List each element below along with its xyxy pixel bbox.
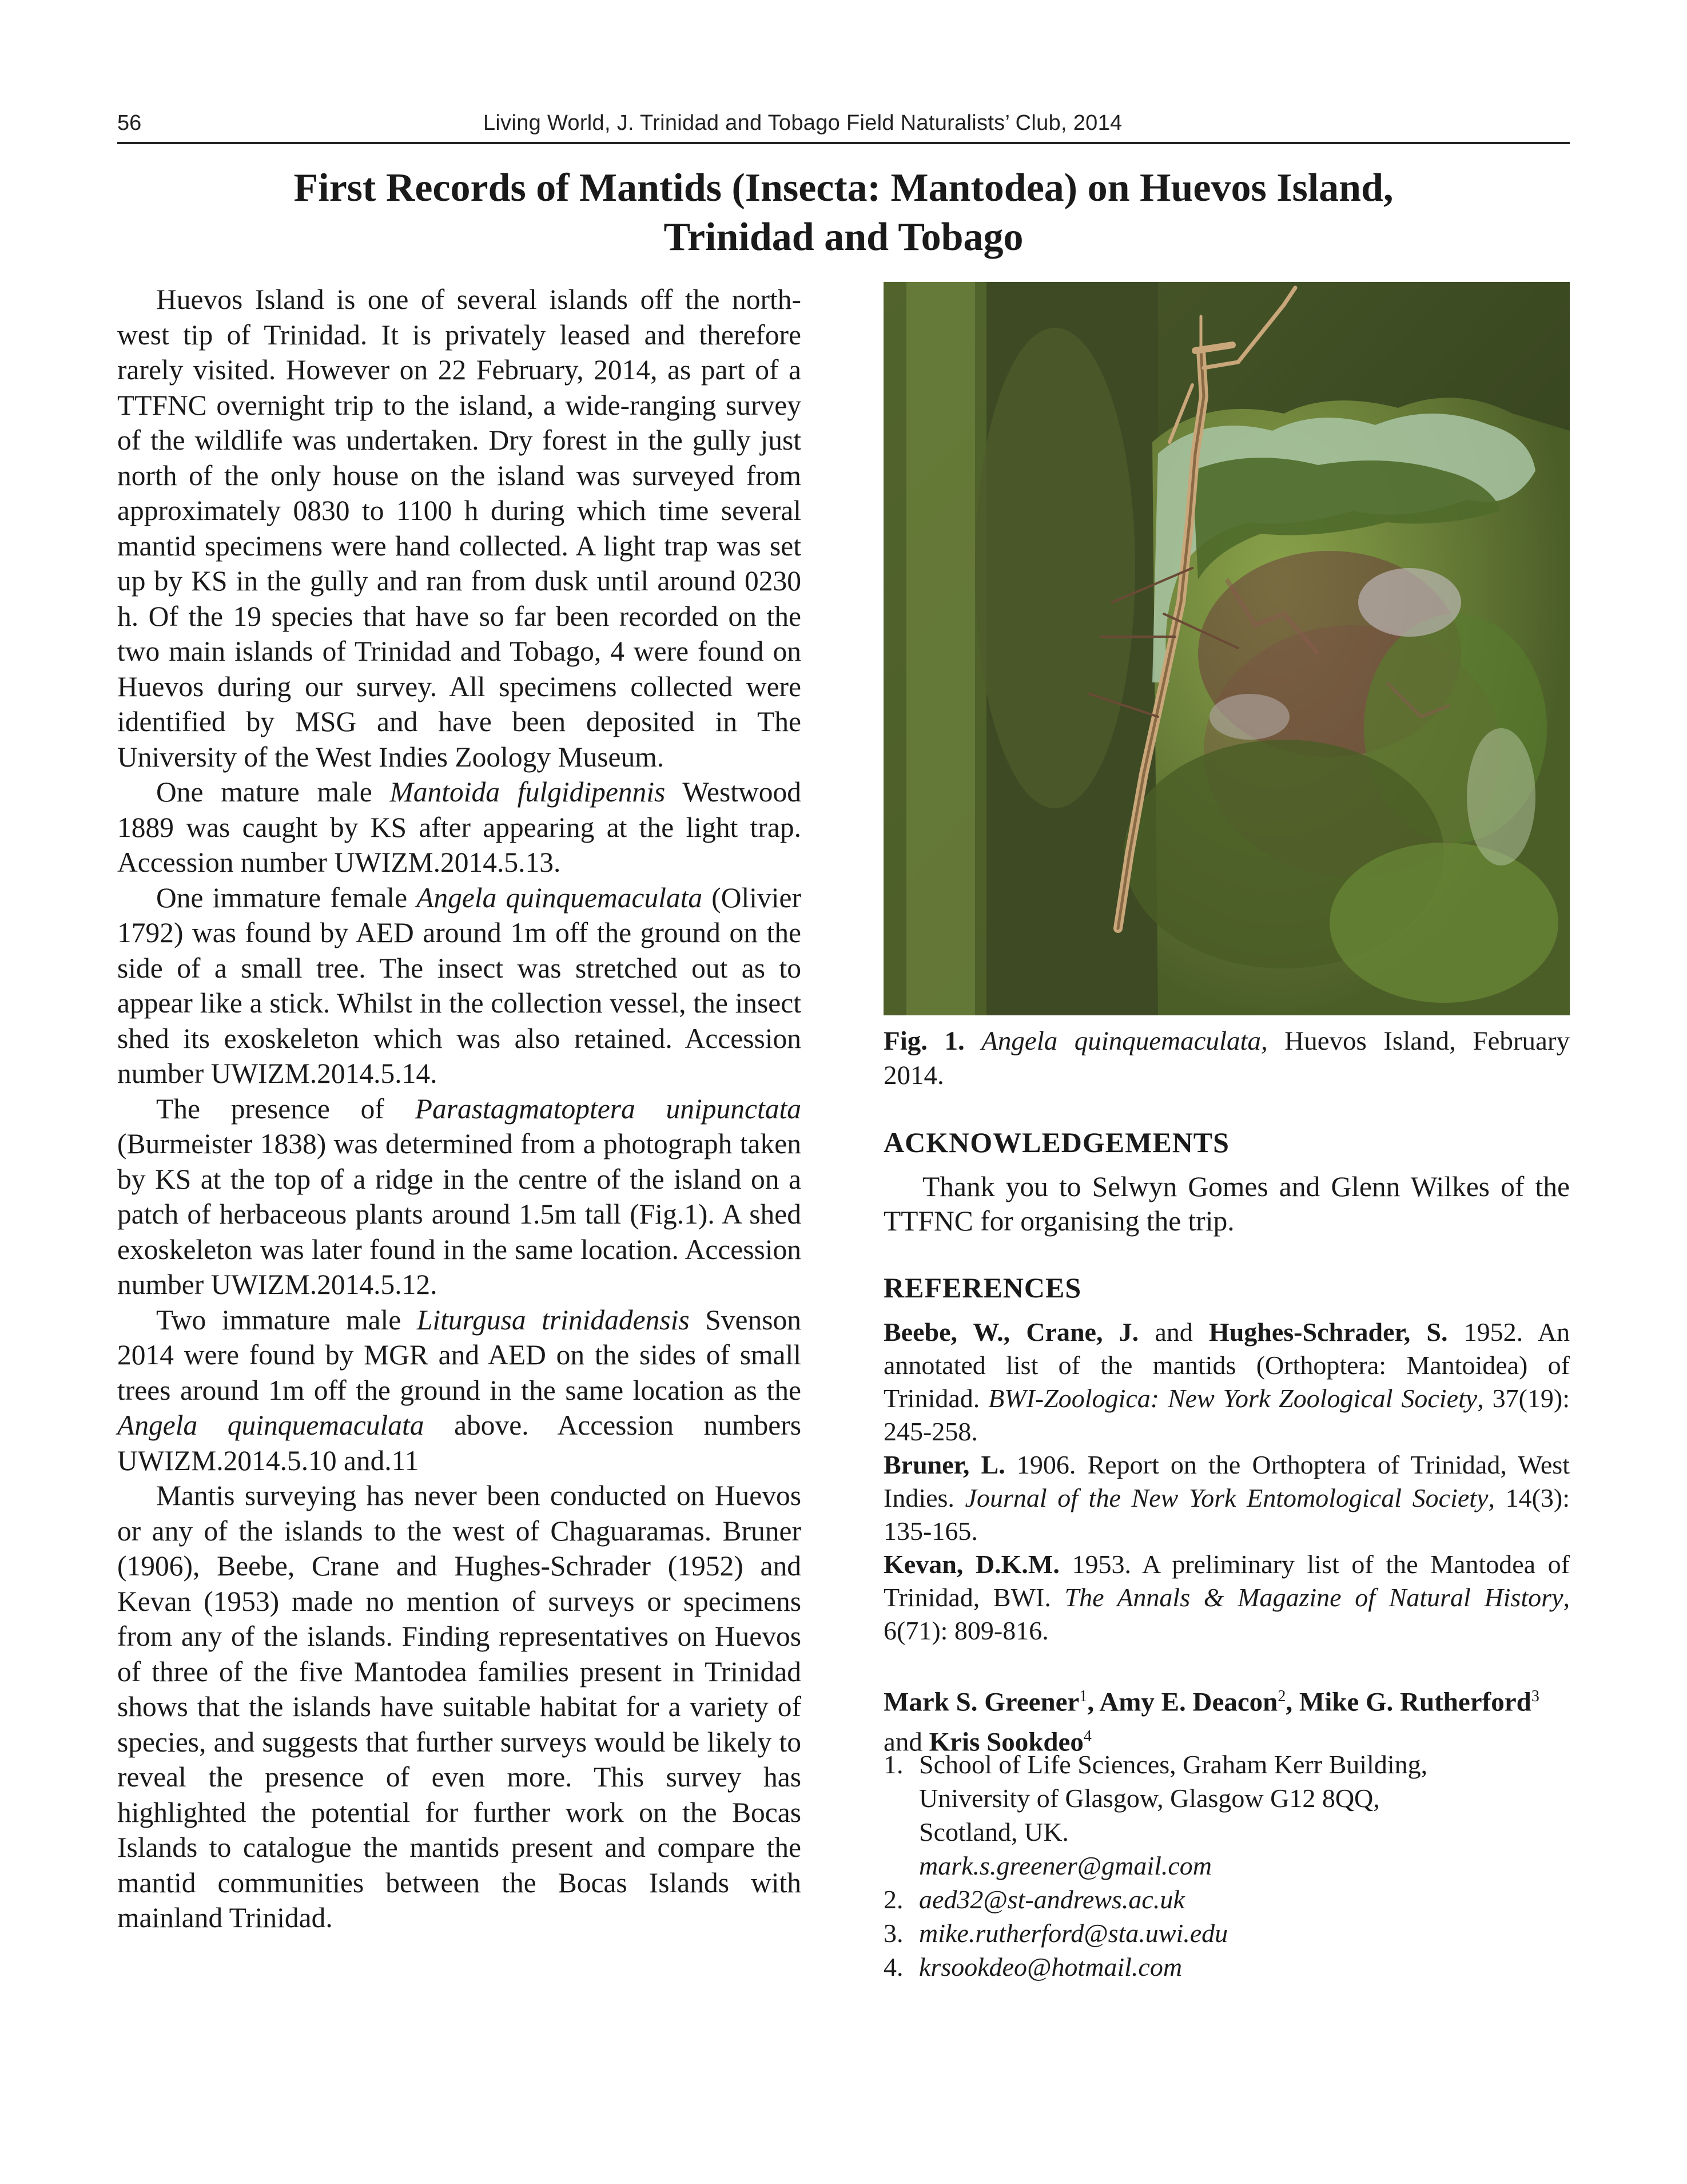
author-superscript: 2 (1278, 1687, 1286, 1705)
text-run: One immature female (156, 881, 417, 914)
reference-authors: Bruner, L. (884, 1450, 1005, 1479)
mantis-on-tree-photo (884, 282, 1570, 1015)
affiliation-line: School of Life Sciences, Graham Kerr Building, (919, 1750, 1428, 1779)
affiliation-text (919, 1748, 1548, 1883)
paragraph-3 (117, 880, 801, 1091)
text-run: 1906. Report on the Orthoptera of Trinidad, West Indies. (884, 1450, 1570, 1512)
body-column-left (117, 282, 801, 1936)
title-line-1: First Records of Mantids (Insecta: Mantodea) on Huevos Island, (293, 166, 1394, 210)
text-run: Svenson 2014 were found by MGR and AED on the sides of small trees around 1m off the ground in the same location as the (117, 1304, 801, 1406)
figure-caption-text: Huevos Island, February 2014. (884, 1026, 1570, 1090)
species-name: Angela quinquemaculata (117, 1409, 424, 1441)
reference-journal: Journal of the New York Entomological Society (965, 1483, 1489, 1512)
author-name: Kris Sookdeo (929, 1727, 1084, 1757)
author-superscript: 3 (1531, 1687, 1539, 1705)
reference-authors: Kevan, D.K.M. (884, 1550, 1060, 1579)
email-link[interactable]: aed32@st-andrews.ac.uk (919, 1885, 1185, 1914)
text-run: 1953. A preliminary list of the Mantodea of Trinidad, BWI. (884, 1550, 1570, 1612)
author-superscript: 1 (1079, 1687, 1088, 1705)
reference-authors: Beebe, W., Crane, J. (884, 1317, 1139, 1347)
reference-journal: The Annals & Magazine of Natural History (1064, 1583, 1563, 1612)
affiliation-line: Scotland, UK. (919, 1817, 1069, 1847)
paragraph-2 (117, 775, 801, 880)
journal-title: Living World, J. Trinidad and Tobago Field Naturalists’ Club, 2014 (483, 111, 1123, 135)
paragraph-1: Huevos Island is one of several islands off the north-west tip of Trinidad. It is privately leased and therefore rarely visited. However on 22 February, 2014, as part of a TTFNC overnight trip to the island, a wide-ranging survey of the wildlife was undertaken. Dry forest in the gully just north of the only house on the island was surveyed from approximately 0830 to 1100 h during which time several mantid specimens were hand collected. A light trap was set up by KS in the gully and ran from dusk until around 0230 h. Of the 19 species that have so far been recorded on the two main islands of Trinidad and Tobago, 4 were found on Huevos during our survey. All specimens collected were identified by MSG and have been deposited in The University of the West Indies Zoology Museum. (117, 284, 801, 773)
text-run: Two immature male (156, 1304, 417, 1336)
reference-item (884, 1316, 1570, 1448)
species-name: Liturgusa trinidadensis (416, 1304, 690, 1336)
text-run: , 37(19): 245-258. (884, 1384, 1570, 1446)
reference-item (884, 1448, 1570, 1548)
references-list (884, 1316, 1570, 1647)
species-name: Angela quinquemaculata (416, 881, 703, 914)
author-name: Mike G. Rutherford (1299, 1687, 1531, 1717)
text-run: The presence of (156, 1093, 415, 1125)
text-run: and (1139, 1317, 1209, 1347)
acknowledgements-text: Thank you to Selwyn Gomes and Glenn Wilkes of the TTFNC for organising the trip. (884, 1171, 1570, 1237)
text-run: Westwood 1889 was caught by KS after appearing at the light trap. Accession number UWIZM.2014.5.13. (117, 776, 801, 878)
author-name: Mark S. Greener (884, 1687, 1080, 1717)
text-run: , 14(3): 135-165. (884, 1483, 1570, 1546)
running-header (117, 108, 1570, 144)
figure-label: Fig. 1. (884, 1026, 965, 1056)
affiliation-number: 2. (884, 1885, 904, 1914)
text-run: 1952. An annotated list of the mantids (Orthoptera: Mantoidea) of Trinidad. (884, 1317, 1570, 1413)
paragraph-4 (117, 1091, 801, 1303)
reference-journal: BWI-Zoologica: New York Zoological Society (988, 1384, 1478, 1413)
title-line-2: Trinidad and Tobago (663, 215, 1024, 259)
figure-photo (884, 282, 1570, 1015)
author-line-1: Mark S. Greener$^1$, Amy E. Deacon$^2$, Mike G. Rutherford$^3$ (884, 1687, 1539, 1717)
author-superscript: 4 (1083, 1727, 1092, 1745)
email-link[interactable]: mike.rutherford@sta.uwi.edu (919, 1919, 1228, 1948)
affiliation-line: University of Glasgow, Glasgow G12 8QQ, (919, 1784, 1380, 1813)
affiliation-number: 1. (884, 1750, 904, 1779)
species-name: Parastagmatoptera unipunctata (415, 1093, 801, 1125)
affiliation-number: 3. (884, 1919, 904, 1948)
email-link[interactable]: krsookdeo@hotmail.com (919, 1952, 1183, 1982)
references-heading: REFERENCES (884, 1272, 1082, 1304)
article-title (117, 164, 1570, 262)
affiliation-number: 4. (884, 1952, 904, 1982)
paragraph-5 (117, 1303, 801, 1479)
text-run: (Burmeister 1838) was determined from a photograph taken by KS at the top of a ridge in the centre of the island on a patch of herbaceous plants around 1.5m tall (Fig.1). A shed exoskeleton was later found in the same location. Accession number UWIZM.2014.5.12. (117, 1128, 801, 1300)
figure-caption (884, 1024, 1570, 1093)
reference-item (884, 1548, 1570, 1647)
text-run: One mature male (156, 776, 390, 808)
text-run: above. Accession numbers UWIZM.2014.5.10 and.11 (117, 1409, 802, 1476)
text-run: and (884, 1727, 922, 1757)
text-run: (Olivier 1792) was found by AED around 1m off the ground on the side of a small tree. The insect was stretched out as to appear like a stick. Whilst in the collection vessel, the insect shed its exoskeleton which was also retained. Accession number UWIZM.2014.5.14. (117, 881, 801, 1089)
acknowledgements-heading: ACKNOWLEDGEMENTS (884, 1126, 1230, 1158)
email-link[interactable]: mark.s.greener@gmail.com (919, 1851, 1212, 1880)
page-number: 56 (117, 111, 142, 135)
text-run: , 6(71): 809-816. (884, 1583, 1570, 1645)
figure-species: Angela quinquemaculata, (981, 1026, 1268, 1056)
author-name: Amy E. Deacon (1099, 1687, 1278, 1717)
species-name: Mantoida fulgidipennis (389, 776, 666, 808)
reference-authors: Hughes-Schrader, S. (1208, 1317, 1448, 1347)
paragraph-6: Mantis surveying has never been conducted on Huevos or any of the islands to the west of Chaguaramas. Bruner (1906), Beebe, Crane and Hughes-Schrader (1952) and Kevan (1953) made no mention of surveys or specimens from any of the islands. Finding representatives on Huevos of three of the five Mantodea families present in Trinidad shows that the islands have suitable habitat for a variety of species, and suggests that further surveys would be likely to reveal the presence of even more. This survey has highlighted the potential for further work on the Bocas Islands to catalogue the mantids present and compare the mantid communities between the Bocas Islands with mainland Trinidad. (117, 1480, 801, 1933)
